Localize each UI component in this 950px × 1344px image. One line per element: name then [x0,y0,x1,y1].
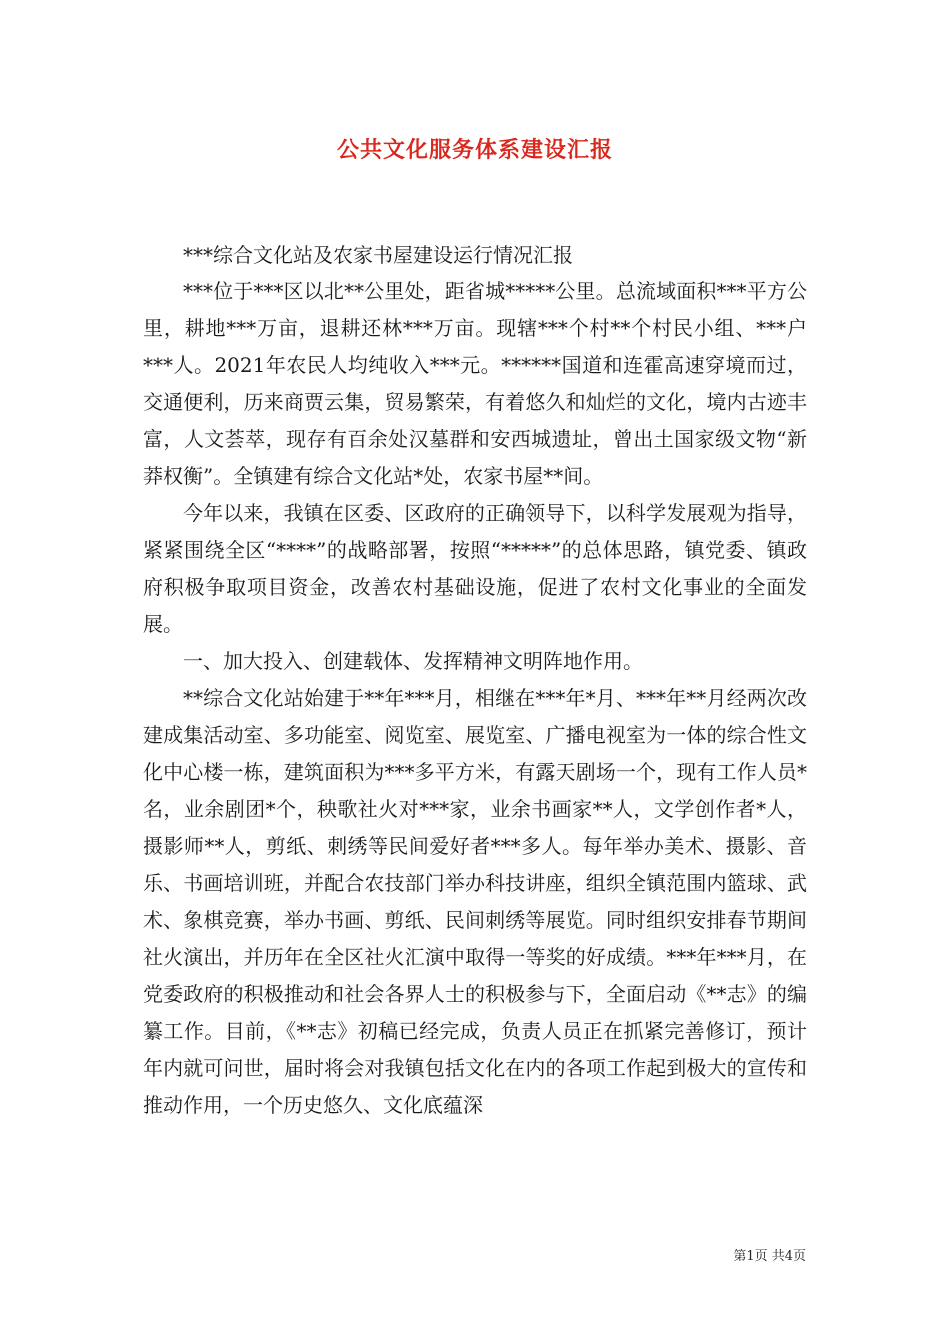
document-subtitle: ***综合文化站及农家书屋建设运行情况汇报 [183,243,573,267]
paragraph-development: 今年以来，我镇在区委、区政府的正确领导下，以科学发展观为指导，紧紧围绕全区“****”的战略部署，按照“*****”的总体思路，镇党委、镇政府积极争取项目资金，改善农村基础设施，促进了农村文化事业的全面发展。 [143,501,807,636]
section-heading: 一、加大投入、创建载体、发挥精神文明阵地作用。 [183,649,643,673]
document-body [143,273,807,1124]
paragraph-overview: ***位于***区以北**公里处，距省城*****公里。总流域面积***平方公里，耕地***万亩，退耕还林***万亩。现辖***个村**个村民小组、***户***人。2021年农民人均纯收入***元。******国道和连霍高速穿境而过，交通便利，历来商贾云集，贸易繁荣，有着悠久和灿烂的文化，境内古迹丰富，人文荟萃，现存有百余处汉墓群和安西城遗址，曾出土国家级文物“新莽权衡”。全镇建有综合文化站*处，农家书屋**间。 [143,279,807,488]
page-number: 第1页 共4页 [733,1249,806,1264]
document-title: 公共文化服务体系建设汇报 [336,137,613,163]
paragraph-culture-station: **综合文化站始建于**年***月，相继在***年*月、***年**月经两次改建成集活动室、多功能室、阅览室、展览室、广播电视室为一体的综合性文化中心楼一栋，建筑面积为***多平方米，有露天剧场一个，现有工作人员*名，业余剧团*个，秧歌社火对***家，业余书画家**人，文学创作者*人，摄影师**人，剪纸、刺绣等民间爱好者***多人。每年举办美术、摄影、音乐、书画培训班，并配合农技部门举办科技讲座，组织全镇范围内篮球、武术、象棋竞赛，举办书画、剪纸、民间刺绣等展览。同时组织安排春节期间社火演出，并历年在全区社火汇演中取得一等奖的好成绩。***年***月，在党委政府的积极推动和社会各界人士的积极参与下，全面启动《**志》的编纂工作。目前，《**志》初稿已经完成，负责人员正在抓紧完善修订，预计年内就可问世，届时将会对我镇包括文化在内的各项工作起到极大的宣传和推动作用，一个历史悠久、文化底蕴深 [143,686,807,1117]
